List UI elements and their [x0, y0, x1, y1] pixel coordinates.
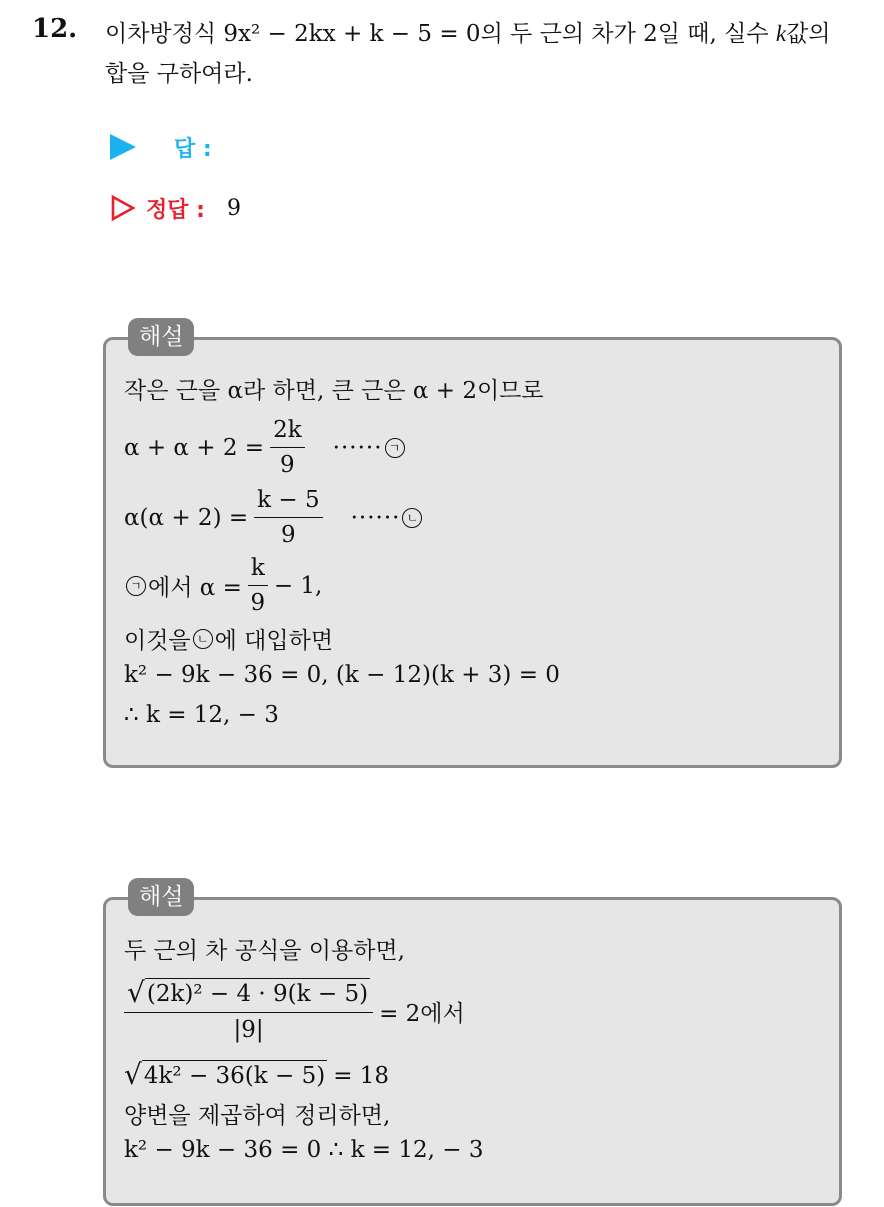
fraction-numerator: k [248, 553, 268, 586]
square-root [127, 978, 370, 1009]
fraction [248, 553, 268, 618]
fraction [124, 978, 373, 1045]
explanation-1-line-5 [124, 622, 333, 655]
question-text [105, 14, 875, 94]
fraction [270, 415, 305, 480]
question-equation: 9x² − 2kx + k − 5 = 0 [223, 21, 481, 47]
dots: ······ [350, 504, 401, 531]
explanation-2-line-3 [124, 1060, 389, 1091]
equation-tail: − 1, [273, 572, 323, 599]
equation-lhs: α + α + 2 = [124, 434, 265, 461]
fraction-numerator: 2k [270, 415, 305, 448]
radicand: (2k)² − 4 · 9(k − 5) [145, 978, 370, 1009]
circled-label-b: ㄴ [193, 629, 213, 649]
question-text-end: 값의 [786, 21, 831, 47]
play-icon [110, 134, 136, 160]
equation-lhs: α(α + 2) = [124, 504, 249, 531]
explanation-badge-2: 해설 [128, 878, 194, 916]
explanation-1-line-6: k² − 9k − 36 = 0, (k − 12)(k + 3) = 0 [124, 662, 560, 688]
question-text-post: 의 두 근의 차가 2일 때, 실수 [480, 21, 776, 47]
fraction-denominator: |9| [233, 1017, 264, 1043]
dots: ······ [332, 434, 383, 461]
equation-text: 에서 α = [148, 575, 242, 601]
explanation-2-line-2 [124, 978, 465, 1045]
question-number: 12. [32, 14, 78, 44]
fraction-numerator [124, 978, 373, 1013]
equation-text: 에 대입하면 [214, 628, 334, 654]
square-root [124, 1060, 327, 1091]
equation-tail: = 18 [333, 1062, 390, 1089]
explanation-2-line-4: 양변을 제곱하여 정리하면, [124, 1103, 391, 1129]
radicand: 4k² − 36(k − 5) [142, 1060, 327, 1091]
correct-answer-row [110, 188, 241, 228]
question-text-pre: 이차방정식 [105, 21, 224, 47]
radical-sign: √ [127, 976, 145, 1009]
explanation-1-line-3 [124, 485, 424, 550]
explanation-1-line-7: ∴ k = 12, − 3 [124, 702, 279, 728]
explanation-badge-1: 해설 [128, 318, 194, 356]
fraction-denominator: 9 [280, 452, 295, 478]
circled-label-a: ㄱ [126, 576, 146, 596]
explanation-1-line-1: 작은 근을 α라 하면, 큰 근은 α + 2이므로 [124, 378, 544, 404]
fraction-denominator: 9 [250, 590, 266, 616]
explanation-2-line-1: 두 근의 차 공식을 이용하면, [124, 938, 405, 964]
radical-sign: √ [124, 1058, 142, 1091]
fraction-numerator: k − 5 [254, 485, 322, 518]
fraction-denominator: 9 [281, 522, 296, 548]
answer-label: 답 : [174, 136, 212, 162]
question-text-line2: 합을 구하여라. [105, 61, 253, 87]
correct-answer-label: 정답 : [146, 197, 205, 223]
outline-play-icon [110, 194, 136, 222]
fraction [254, 485, 322, 550]
explanation-2-line-5: k² − 9k − 36 = 0 ∴ k = 12, − 3 [124, 1137, 484, 1163]
explanation-1-line-2 [124, 415, 407, 480]
circled-label-a: ㄱ [385, 438, 405, 458]
question-variable: k [775, 21, 787, 46]
circled-label-b: ㄴ [402, 508, 422, 528]
explanation-1-line-4 [124, 553, 322, 618]
equation-text: 이것을 [124, 628, 191, 654]
answer-row [110, 127, 212, 167]
equation-tail: = 2에서 [379, 1001, 465, 1027]
correct-answer-value: 9 [226, 195, 241, 221]
